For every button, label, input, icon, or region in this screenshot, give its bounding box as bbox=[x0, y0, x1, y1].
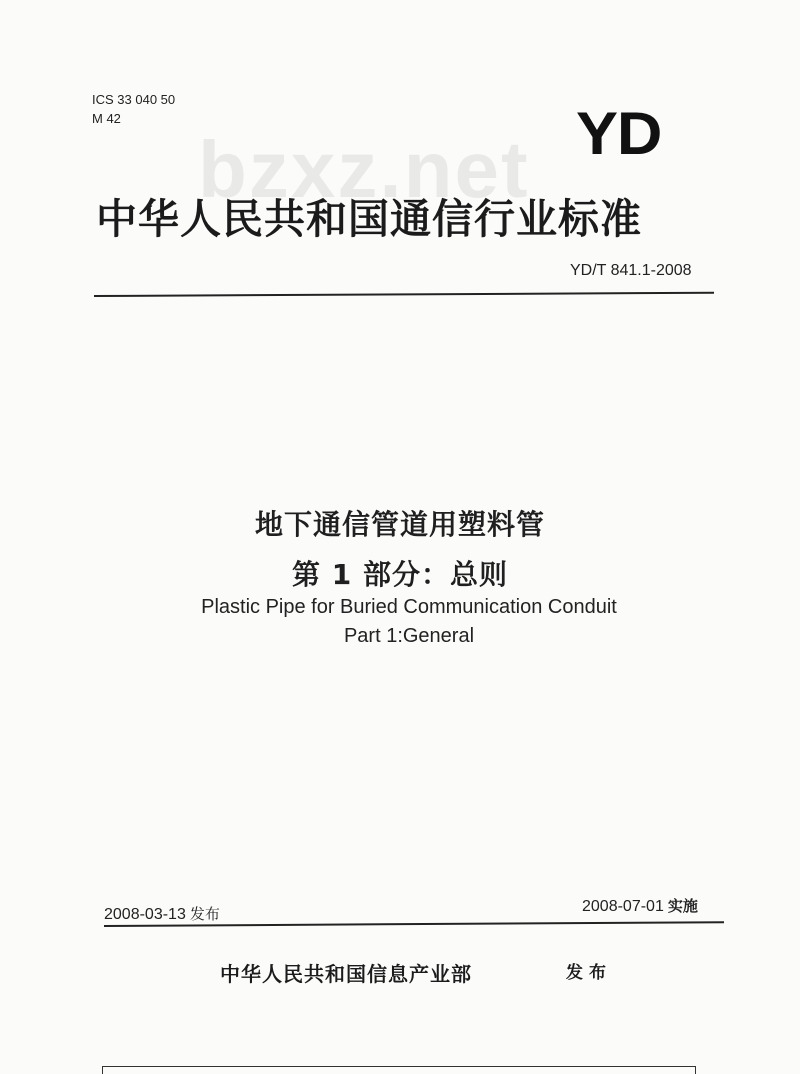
document-subtitle-en: Part 1:General bbox=[343, 625, 475, 647]
document-title-cn: 地下通信管道用塑料管 bbox=[254, 508, 545, 541]
watermark: bzxz.net bbox=[198, 125, 530, 214]
issue-date bbox=[104, 903, 220, 924]
publish-label: 发布 bbox=[566, 963, 612, 983]
standard-number: YD/T 841.1-2008 bbox=[570, 262, 692, 279]
publisher-name: 中华人民共和国信息产业部 bbox=[220, 962, 472, 986]
effective-date-value: 2008-07-01 bbox=[582, 898, 664, 915]
document-title-en: Plastic Pipe for Buried Communication Conduit bbox=[201, 596, 617, 618]
bottom-frame-border bbox=[102, 1066, 696, 1074]
ics-code: ICS 33 040 50 bbox=[92, 92, 176, 107]
effective-date-label: 实施 bbox=[667, 897, 698, 915]
header-divider bbox=[94, 292, 714, 297]
effective-date bbox=[582, 895, 698, 916]
issue-date-label: 发布 bbox=[189, 905, 220, 923]
issue-date-value: 2008-03-13 bbox=[104, 906, 186, 923]
industry-standard-title: 中华人民共和国通信行业标准 bbox=[96, 195, 642, 243]
classification-code: M 42 bbox=[92, 111, 121, 126]
document-subtitle-cn: 第 1 部分：总则 bbox=[292, 558, 508, 591]
yd-logo: YD bbox=[575, 100, 662, 167]
